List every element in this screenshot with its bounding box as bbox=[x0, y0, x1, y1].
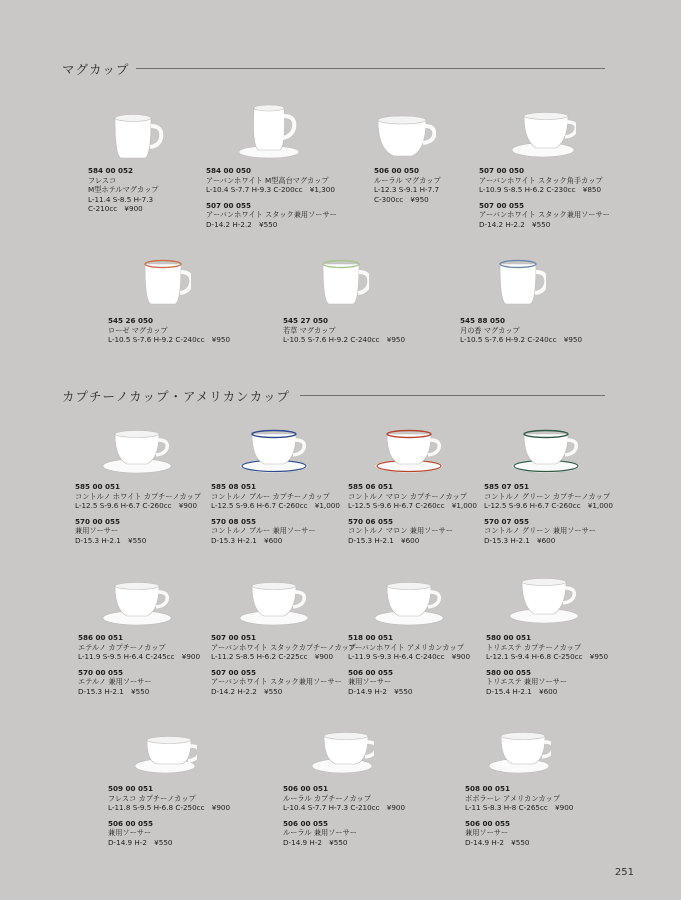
section-divider bbox=[300, 395, 605, 396]
product-code: 584 00 050 bbox=[206, 166, 252, 175]
product-detail: ローゼ マグカップ bbox=[108, 325, 168, 335]
product-code: 507 00 055 bbox=[211, 667, 257, 677]
product-detail: エテルノ 兼用ソーサー bbox=[78, 677, 152, 687]
product-detail: 兼用ソーサー bbox=[465, 828, 509, 838]
product-detail: コントルノ マロン カプチーノカップ bbox=[348, 491, 467, 501]
product-detail: D-14.2 H-2.2 ¥550 bbox=[479, 219, 551, 229]
product-code: 585 08 051 bbox=[211, 482, 257, 491]
product-code: 580 00 055 bbox=[486, 667, 532, 677]
product-code: 507 00 050 bbox=[479, 166, 525, 175]
product-photo bbox=[487, 730, 551, 778]
product-photo bbox=[101, 428, 173, 478]
product-detail: 若草 マグカップ bbox=[283, 325, 336, 335]
product-detail: フレスコ bbox=[88, 175, 117, 185]
product-photo bbox=[238, 428, 310, 478]
product-detail: L-10.5 S-7.6 H-9.2 C-240cc ¥950 bbox=[108, 335, 231, 345]
product-code: 570 08 055 bbox=[211, 516, 257, 526]
product-detail: L-11.9 S-9.5 H-6.4 C-245cc ¥900 bbox=[78, 652, 201, 662]
product-detail: アーバンホワイト M型高台マグカップ bbox=[206, 175, 329, 185]
product-detail: L-12.5 S-9.6 H-6.7 C-260cc ¥1,000 bbox=[348, 501, 477, 511]
product-info bbox=[283, 784, 405, 848]
product-detail: 兼用ソーサー bbox=[348, 677, 392, 687]
product-detail: D-14.2 H-2.2 ¥550 bbox=[211, 686, 283, 696]
product-info bbox=[486, 633, 608, 697]
product-code: 507 00 055 bbox=[479, 200, 525, 210]
product-detail: D-14.2 H-2.2 ¥550 bbox=[206, 219, 278, 229]
product-info bbox=[206, 166, 337, 230]
product-photo bbox=[510, 428, 582, 478]
product-code: 585 07 051 bbox=[484, 482, 530, 491]
product-code: 585 06 051 bbox=[348, 482, 394, 491]
product-detail: ボボラーレ アメリカンカップ bbox=[465, 793, 561, 803]
product-detail: コントルノ グリーン 兼用ソーサー bbox=[484, 526, 596, 536]
product-code: 545 26 050 bbox=[108, 316, 154, 325]
product-detail: コントルノ ホワイト カプチーノカップ bbox=[75, 491, 201, 501]
product-code: 506 00 055 bbox=[465, 818, 511, 828]
product-detail: アーバンホワイト スタック兼用ソーサー bbox=[211, 677, 342, 687]
product-detail: 兼用ソーサー bbox=[108, 828, 152, 838]
product-info bbox=[374, 166, 441, 204]
section-title-cappuccino: カプチーノカップ・アメリカンカップ bbox=[62, 389, 291, 404]
product-detail: アーバンホワイト スタック兼用ソーサー bbox=[206, 210, 337, 220]
product-detail: D-15.3 H-2.1 ¥550 bbox=[78, 686, 150, 696]
product-info bbox=[348, 482, 477, 546]
product-code: 518 00 051 bbox=[348, 633, 394, 642]
product-photo bbox=[131, 256, 191, 312]
product-code: 506 00 055 bbox=[283, 818, 329, 828]
product-code: 586 00 051 bbox=[78, 633, 124, 642]
product-detail: L-10.5 S-7.6 H-9.2 C-240cc ¥950 bbox=[283, 335, 406, 345]
product-detail: ルーラル 兼用ソーサー bbox=[283, 828, 357, 838]
product-code: 570 00 055 bbox=[78, 667, 124, 677]
section-title-mug: マグカップ bbox=[62, 62, 130, 77]
product-info bbox=[460, 316, 582, 345]
product-detail: L-11.4 S-8.5 H-7.3 bbox=[88, 194, 154, 204]
product-detail: アーバンホワイト スタック兼用ソーサー bbox=[479, 210, 610, 220]
product-info bbox=[108, 316, 230, 345]
product-detail: L-10.4 S-7.7 H-7.3 C-210cc ¥900 bbox=[283, 803, 406, 813]
product-detail: D-14.9 H-2 ¥550 bbox=[108, 837, 173, 847]
product-info bbox=[283, 316, 405, 345]
product-info bbox=[211, 482, 340, 546]
product-detail: アーバンホワイト スタック角手カップ bbox=[479, 175, 603, 185]
product-photo bbox=[101, 110, 171, 170]
product-detail: コントルノ ブルー 兼用ソーサー bbox=[211, 526, 316, 536]
product-info bbox=[479, 166, 610, 230]
product-code: 584 00 052 bbox=[88, 166, 134, 175]
product-detail: L-12.5 S-9.6 H-6.7 C-260cc ¥1,000 bbox=[211, 501, 340, 511]
product-detail: コントルノ マロン 兼用ソーサー bbox=[348, 526, 453, 536]
product-detail: 月の香 マグカップ bbox=[460, 325, 520, 335]
product-detail: 兼用ソーサー bbox=[75, 526, 119, 536]
product-detail: L-11.9 S-9.3 H-6.4 C-240cc ¥900 bbox=[348, 652, 471, 662]
product-code: 570 00 055 bbox=[75, 516, 121, 526]
product-detail: L-12.3 S-9.1 H-7.7 bbox=[374, 185, 440, 195]
product-detail: エテルノ カプチーノカップ bbox=[78, 642, 166, 652]
product-detail: L-10.4 S-7.7 H-9.3 C-200cc ¥1,300 bbox=[206, 185, 335, 195]
product-code: 580 00 051 bbox=[486, 633, 532, 642]
product-photo bbox=[238, 580, 310, 630]
product-code: 507 00 055 bbox=[206, 200, 252, 210]
product-detail: コントルノ ブルー カプチーノカップ bbox=[211, 491, 330, 501]
product-detail: コントルノ グリーン カプチーノカップ bbox=[484, 491, 611, 501]
page-number: 251 bbox=[614, 867, 634, 878]
product-detail: L-11.2 S-8.5 H-6.2 C-225cc ¥900 bbox=[211, 652, 334, 662]
product-detail: アーバンホワイト アメリカンカップ bbox=[348, 642, 464, 652]
product-code: 508 00 051 bbox=[465, 784, 511, 793]
product-detail: L-12.5 S-9.6 H-6.7 C-260cc ¥1,000 bbox=[484, 501, 613, 511]
product-detail: L-11.8 S-9.5 H-6.8 C-250cc ¥900 bbox=[108, 803, 231, 813]
product-code: 570 07 055 bbox=[484, 516, 530, 526]
product-code: 585 00 051 bbox=[75, 482, 121, 491]
product-detail: アーバンホワイト スタックカプチーノカップ bbox=[211, 642, 356, 652]
product-code: 509 00 051 bbox=[108, 784, 154, 793]
product-code: 506 00 051 bbox=[283, 784, 329, 793]
product-photo bbox=[510, 110, 576, 162]
product-photo bbox=[133, 734, 197, 778]
product-detail: フレスコ カプチーノカップ bbox=[108, 793, 196, 803]
product-photo bbox=[372, 110, 436, 164]
product-detail: D-15.3 H-2.1 ¥600 bbox=[484, 535, 556, 545]
product-photo bbox=[309, 256, 369, 312]
product-detail: D-14.9 H-2 ¥550 bbox=[465, 837, 530, 847]
product-code: 506 00 055 bbox=[348, 667, 394, 677]
product-photo bbox=[373, 428, 445, 478]
product-detail: ルーラル マグカップ bbox=[374, 175, 441, 185]
product-code: 506 00 050 bbox=[374, 166, 420, 175]
product-detail: トリエステ カプチーノカップ bbox=[486, 642, 582, 652]
product-photo bbox=[234, 100, 304, 164]
product-photo bbox=[508, 576, 580, 628]
product-detail: D-15.3 H-2.1 ¥600 bbox=[348, 535, 420, 545]
product-info bbox=[108, 784, 230, 848]
product-detail: D-15.3 H-2.1 ¥600 bbox=[211, 535, 283, 545]
product-info bbox=[88, 166, 158, 214]
product-photo bbox=[101, 580, 173, 630]
product-photo bbox=[373, 580, 445, 630]
product-code: 545 27 050 bbox=[283, 316, 329, 325]
product-info bbox=[465, 784, 573, 848]
product-code: 507 00 051 bbox=[211, 633, 257, 642]
product-detail: D-14.9 H-2 ¥550 bbox=[283, 837, 348, 847]
product-detail: トリエステ 兼用ソーサー bbox=[486, 677, 568, 687]
product-detail: C-210cc ¥900 bbox=[88, 204, 143, 214]
product-detail: L-10.5 S-7.6 H-9.2 C-240cc ¥950 bbox=[460, 335, 583, 345]
product-info bbox=[484, 482, 613, 546]
product-photo bbox=[486, 256, 546, 312]
product-detail: L-10.9 S-8.5 H-6.2 C-230cc ¥850 bbox=[479, 185, 602, 195]
product-info bbox=[75, 482, 201, 546]
product-photo bbox=[310, 730, 374, 778]
product-info bbox=[211, 633, 356, 697]
product-detail: L-12.5 S-9.6 H-6.7 C-260cc ¥900 bbox=[75, 501, 198, 511]
product-detail: C-300cc ¥950 bbox=[374, 194, 429, 204]
product-detail: D-14.9 H-2 ¥550 bbox=[348, 686, 413, 696]
product-detail: L-12.1 S-9.4 H-6.8 C-250cc ¥950 bbox=[486, 652, 609, 662]
product-code: 570 06 055 bbox=[348, 516, 394, 526]
product-detail: D-15.4 H-2.1 ¥600 bbox=[486, 686, 558, 696]
section-divider bbox=[136, 68, 605, 69]
product-detail: L-11 S-8.3 H-8 C-265cc ¥900 bbox=[465, 803, 574, 813]
product-detail: M型ホテルマグカップ bbox=[88, 185, 159, 195]
product-info bbox=[348, 633, 470, 697]
product-info bbox=[78, 633, 200, 697]
product-detail: ルーラル カプチーノカップ bbox=[283, 793, 372, 803]
product-detail: D-15.3 H-2.1 ¥550 bbox=[75, 535, 147, 545]
product-code: 506 00 055 bbox=[108, 818, 154, 828]
product-code: 545 88 050 bbox=[460, 316, 506, 325]
